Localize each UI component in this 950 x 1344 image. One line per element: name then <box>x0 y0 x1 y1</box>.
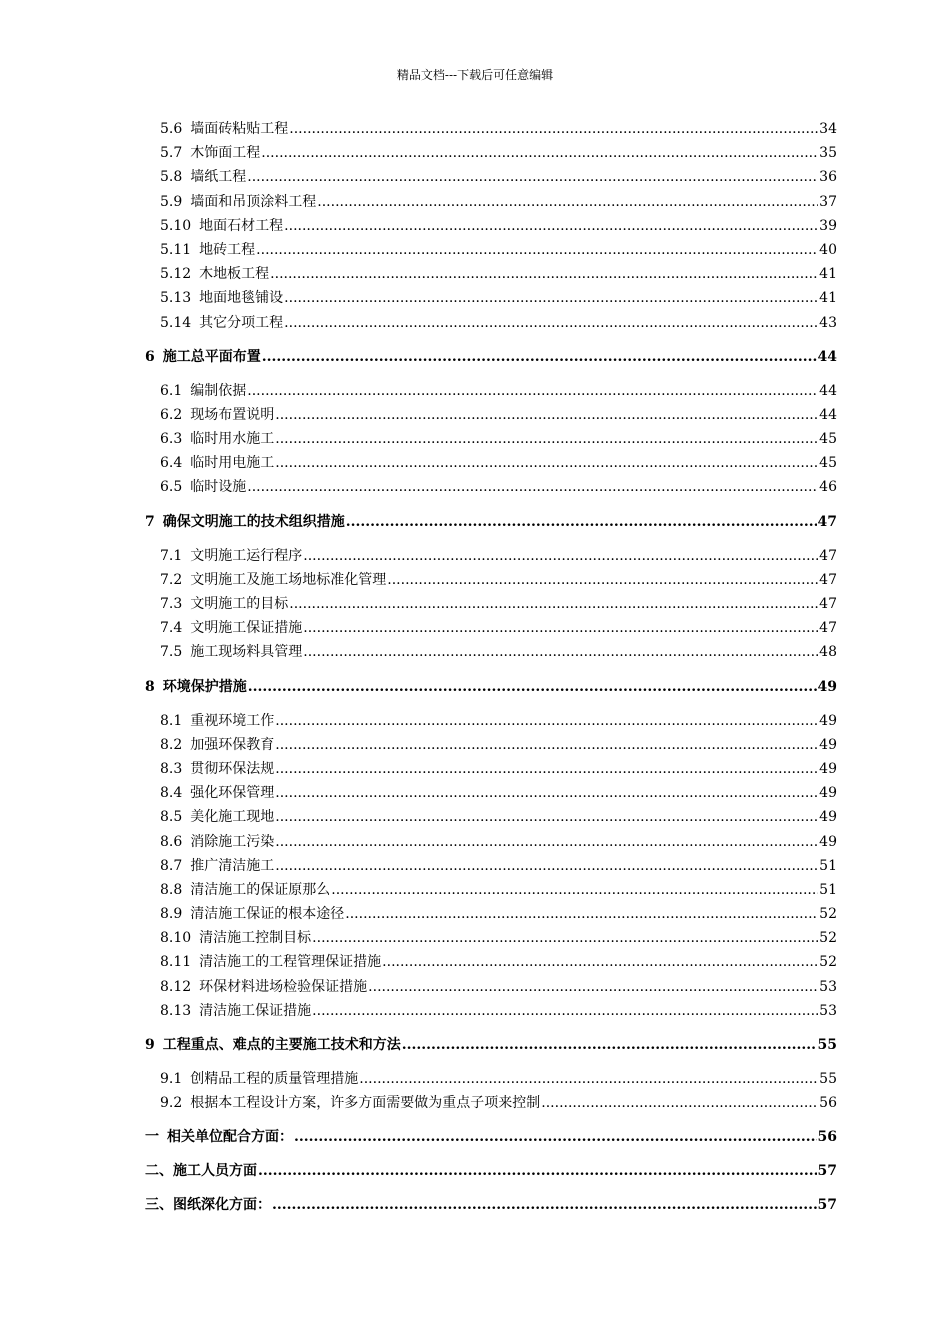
toc-section-entry[interactable] <box>145 312 837 336</box>
toc-dot-leader <box>248 679 817 695</box>
toc-entry-number: 6.1 <box>160 382 183 399</box>
toc-page-number: 41 <box>819 266 837 283</box>
toc-page-number: 55 <box>819 1071 837 1087</box>
toc-page-number: 46 <box>819 479 837 496</box>
toc-section-entry[interactable] <box>145 1000 837 1024</box>
toc-dot-leader <box>303 620 818 636</box>
toc-entry-title: 现场布置说明 <box>190 406 275 423</box>
toc-entry-number: 5.10 <box>160 217 192 234</box>
toc-entry-title: 编制依据 <box>190 382 247 399</box>
toc-dot-leader <box>275 455 818 471</box>
toc-dot-leader <box>284 315 818 331</box>
table-of-contents <box>145 118 837 1228</box>
toc-entry-title: 清洁施工保证的根本途径 <box>190 906 345 923</box>
toc-page-number: 57 <box>817 1163 837 1180</box>
toc-entry-number: 5.13 <box>160 290 192 307</box>
toc-entry-title: 临时设施 <box>190 479 247 496</box>
toc-page-number: 44 <box>819 406 837 423</box>
toc-entry-number: 6 <box>145 348 155 365</box>
toc-entry-title: 确保文明施工的技术组织措施 <box>162 513 345 530</box>
toc-entry-title: 墙面砖粘贴工程 <box>190 121 289 137</box>
toc-entry-title: 二、施工人员方面 <box>145 1163 257 1180</box>
toc-section-entry[interactable] <box>145 710 837 734</box>
toc-section-entry[interactable] <box>145 380 837 404</box>
toc-dot-leader <box>284 218 818 234</box>
toc-entry-number: 6.5 <box>160 479 183 496</box>
toc-entry-title: 临时用电施工 <box>190 455 275 472</box>
toc-entry-title: 清洁施工控制目标 <box>199 930 312 947</box>
toc-page-number: 34 <box>819 121 837 137</box>
toc-page-number: 47 <box>817 513 837 530</box>
toc-entry-title: 创精品工程的质量管理措施 <box>190 1071 359 1087</box>
toc-page-number: 57 <box>817 1197 837 1214</box>
toc-page-number: 51 <box>819 857 837 874</box>
toc-entry-number: 8.4 <box>160 785 183 802</box>
toc-entry-number: 8.5 <box>160 809 183 826</box>
toc-entry-number: 7 <box>145 513 155 530</box>
toc-entry-number: 9 <box>145 1037 155 1053</box>
toc-entry-title: 文明施工运行程序 <box>190 547 303 564</box>
toc-entry-title: 贯彻环保法规 <box>190 760 275 777</box>
toc-section-entry[interactable] <box>145 545 837 569</box>
toc-page-number: 52 <box>819 954 837 971</box>
toc-section-entry[interactable] <box>145 191 837 215</box>
toc-section-entry[interactable] <box>145 758 837 782</box>
toc-entry-number: 7.3 <box>160 596 183 612</box>
toc-entry-number: 5.6 <box>160 121 183 137</box>
toc-entry-title: 木地板工程 <box>199 266 270 283</box>
toc-dot-leader <box>256 242 818 258</box>
toc-entry-title: 相关单位配合方面： <box>167 1129 293 1146</box>
toc-page-number: 51 <box>819 881 837 898</box>
toc-section-entry[interactable] <box>145 903 837 927</box>
toc-dot-leader <box>275 713 818 729</box>
toc-section-entry[interactable] <box>145 879 837 903</box>
toc-entry-number: 5.9 <box>160 193 183 210</box>
toc-section-entry[interactable] <box>145 1068 837 1092</box>
toc-dot-leader <box>247 479 818 495</box>
toc-dot-leader <box>275 737 818 753</box>
toc-dot-leader <box>317 194 818 210</box>
toc-entry-number: 6.2 <box>160 406 183 423</box>
toc-dot-leader <box>275 761 818 777</box>
toc-section-entry[interactable] <box>145 855 837 879</box>
toc-entry-title: 加强环保教育 <box>190 736 275 753</box>
toc-entry-title: 临时用水施工 <box>190 431 275 448</box>
toc-section-entry[interactable] <box>145 428 837 452</box>
toc-dot-leader <box>261 145 818 161</box>
toc-page-number: 49 <box>819 785 837 802</box>
toc-page-number: 53 <box>819 1002 837 1019</box>
toc-dot-leader <box>312 930 818 946</box>
toc-page-number: 55 <box>817 1037 837 1053</box>
toc-chapter-entry[interactable] <box>145 1194 837 1218</box>
toc-dot-leader <box>247 169 818 185</box>
toc-entry-title: 清洁施工的工程管理保证措施 <box>199 954 382 971</box>
toc-chapter-entry[interactable] <box>145 511 837 535</box>
toc-section-entry[interactable] <box>145 166 837 190</box>
toc-entry-number: 8.9 <box>160 906 183 923</box>
toc-dot-leader <box>303 548 818 564</box>
toc-chapter-entry[interactable] <box>145 1126 837 1150</box>
toc-dot-leader <box>402 1037 817 1053</box>
toc-entry-title: 墙面和吊顶涂料工程 <box>190 193 317 210</box>
toc-dot-leader <box>387 572 818 588</box>
toc-page-number: 49 <box>819 833 837 850</box>
toc-dot-leader <box>275 809 818 825</box>
toc-page-number: 56 <box>817 1129 837 1146</box>
toc-entry-number: 5.12 <box>160 266 192 283</box>
toc-entry-number: 9.2 <box>160 1095 183 1112</box>
toc-section-entry[interactable] <box>145 1092 837 1116</box>
toc-page-number: 36 <box>819 169 837 186</box>
toc-section-entry[interactable] <box>145 927 837 951</box>
toc-entry-title: 重视环境工作 <box>190 712 275 729</box>
toc-section-entry[interactable] <box>145 569 837 593</box>
toc-entry-title: 强化环保管理 <box>190 785 275 802</box>
toc-dot-leader <box>294 1129 817 1145</box>
toc-page-number: 43 <box>819 314 837 331</box>
toc-section-entry[interactable] <box>145 782 837 806</box>
toc-dot-leader <box>368 979 818 995</box>
toc-section-entry[interactable] <box>145 641 837 665</box>
toc-entry-number: 6.4 <box>160 455 183 472</box>
toc-page-number: 47 <box>819 571 837 588</box>
toc-section-entry[interactable] <box>145 476 837 500</box>
toc-dot-leader <box>359 1071 818 1087</box>
toc-entry-number: 8.2 <box>160 736 183 753</box>
toc-entry-title: 三、图纸深化方面： <box>145 1197 271 1214</box>
toc-section-entry[interactable] <box>145 215 837 239</box>
toc-page-number: 47 <box>819 596 837 612</box>
toc-entry-number: 8 <box>145 678 155 695</box>
toc-section-entry[interactable] <box>145 118 837 142</box>
toc-dot-leader <box>272 1197 817 1213</box>
toc-page-number: 40 <box>819 241 837 258</box>
toc-dot-leader <box>275 834 818 850</box>
toc-page-number: 53 <box>819 978 837 995</box>
toc-page-number: 41 <box>819 290 837 307</box>
toc-dot-leader <box>289 596 818 612</box>
toc-dot-leader <box>541 1095 818 1111</box>
toc-entry-number: 5.8 <box>160 169 183 186</box>
toc-entry-title: 清洁施工保证措施 <box>199 1002 312 1019</box>
toc-entry-title: 施工现场料具管理 <box>190 644 303 661</box>
toc-dot-leader <box>247 383 818 399</box>
toc-entry-number: 8.6 <box>160 833 183 850</box>
toc-entry-title: 其它分项工程 <box>199 314 284 331</box>
toc-section-entry[interactable] <box>145 617 837 641</box>
toc-section-entry[interactable] <box>145 452 837 476</box>
toc-dot-leader <box>346 514 817 530</box>
toc-section-entry[interactable] <box>145 734 837 758</box>
toc-section-entry[interactable] <box>145 593 837 617</box>
toc-page-number: 47 <box>819 547 837 564</box>
toc-page-number: 52 <box>819 906 837 923</box>
toc-dot-leader <box>270 266 818 282</box>
toc-page-number: 56 <box>819 1095 837 1112</box>
toc-dot-leader <box>289 121 818 137</box>
toc-dot-leader <box>275 785 818 801</box>
toc-entry-title: 文明施工的目标 <box>190 596 289 612</box>
toc-page-number: 45 <box>819 431 837 448</box>
toc-section-entry[interactable] <box>145 404 837 428</box>
toc-entry-title: 文明施工保证措施 <box>190 620 303 637</box>
toc-dot-leader <box>275 858 818 874</box>
toc-section-entry[interactable] <box>145 976 837 1000</box>
toc-entry-number: 一 <box>145 1129 159 1146</box>
toc-entry-number: 8.11 <box>160 954 192 971</box>
toc-section-entry[interactable] <box>145 142 837 166</box>
toc-entry-title: 根据本工程设计方案，许多方面需要做为重点子项来控制 <box>190 1095 541 1112</box>
toc-chapter-entry[interactable] <box>145 346 837 370</box>
toc-dot-leader <box>303 644 818 660</box>
toc-page-number: 47 <box>819 620 837 637</box>
toc-entry-title: 文明施工及施工场地标准化管理 <box>190 571 387 588</box>
toc-page-number: 45 <box>819 455 837 472</box>
toc-entry-title: 工程重点、难点的主要施工技术和方法 <box>162 1037 401 1053</box>
toc-page-number: 49 <box>819 809 837 826</box>
toc-page-number: 44 <box>817 348 837 365</box>
toc-entry-number: 5.7 <box>160 145 183 162</box>
toc-dot-leader <box>284 290 818 306</box>
toc-entry-number: 8.1 <box>160 712 183 729</box>
toc-page-number: 35 <box>819 145 837 162</box>
toc-entry-title: 环保材料进场检验保证措施 <box>199 978 368 995</box>
toc-dot-leader <box>331 882 818 898</box>
toc-entry-title: 施工总平面布置 <box>162 348 261 365</box>
toc-page-number: 48 <box>819 644 837 661</box>
toc-dot-leader <box>312 1003 818 1019</box>
toc-chapter-entry[interactable] <box>145 1160 837 1184</box>
toc-entry-title: 木饰面工程 <box>190 145 261 162</box>
toc-page-number: 39 <box>819 217 837 234</box>
toc-dot-leader <box>275 431 818 447</box>
toc-section-entry[interactable] <box>145 951 837 975</box>
toc-entry-title: 环境保护措施 <box>162 678 247 695</box>
toc-entry-title: 地面地毯铺设 <box>199 290 284 307</box>
toc-page-number: 44 <box>819 382 837 399</box>
toc-entry-title: 清洁施工的保证原那么 <box>190 881 331 898</box>
toc-entry-number: 8.3 <box>160 760 183 777</box>
toc-entry-number: 8.10 <box>160 930 192 947</box>
toc-entry-number: 5.11 <box>160 241 192 258</box>
toc-entry-number: 7.2 <box>160 571 183 588</box>
toc-dot-leader <box>262 349 817 365</box>
toc-page-number: 49 <box>819 760 837 777</box>
toc-entry-title: 地砖工程 <box>199 241 256 258</box>
toc-chapter-entry[interactable] <box>145 676 837 700</box>
toc-entry-title: 地面石材工程 <box>199 217 284 234</box>
toc-section-entry[interactable] <box>145 239 837 263</box>
toc-page-number: 49 <box>819 712 837 729</box>
toc-page-number: 49 <box>819 736 837 753</box>
toc-entry-title: 推广清洁施工 <box>190 857 275 874</box>
toc-section-entry[interactable] <box>145 806 837 830</box>
toc-entry-title: 墙纸工程 <box>190 169 247 186</box>
toc-section-entry[interactable] <box>145 263 837 287</box>
toc-section-entry[interactable] <box>145 831 837 855</box>
toc-page-number: 37 <box>819 193 837 210</box>
toc-dot-leader <box>345 906 818 922</box>
toc-entry-number: 8.8 <box>160 881 183 898</box>
toc-entry-title: 消除施工污染 <box>190 833 275 850</box>
toc-entry-title: 美化施工现地 <box>190 809 275 826</box>
toc-chapter-entry[interactable] <box>145 1034 837 1058</box>
toc-entry-number: 6.3 <box>160 431 183 448</box>
toc-entry-number: 8.12 <box>160 978 192 995</box>
toc-page-number: 52 <box>819 930 837 947</box>
toc-entry-number: 9.1 <box>160 1071 183 1087</box>
toc-entry-number: 8.7 <box>160 857 183 874</box>
toc-entry-number: 7.4 <box>160 620 183 637</box>
toc-entry-number: 8.13 <box>160 1002 192 1019</box>
toc-entry-number: 5.14 <box>160 314 192 331</box>
toc-entry-number: 7.1 <box>160 547 183 564</box>
toc-dot-leader <box>258 1163 817 1179</box>
toc-page-number: 49 <box>817 678 837 695</box>
toc-section-entry[interactable] <box>145 287 837 311</box>
toc-entry-number: 7.5 <box>160 644 183 661</box>
toc-dot-leader <box>382 954 818 970</box>
page-header: 精品文档---下载后可任意编辑 <box>396 68 554 82</box>
toc-dot-leader <box>275 407 818 423</box>
